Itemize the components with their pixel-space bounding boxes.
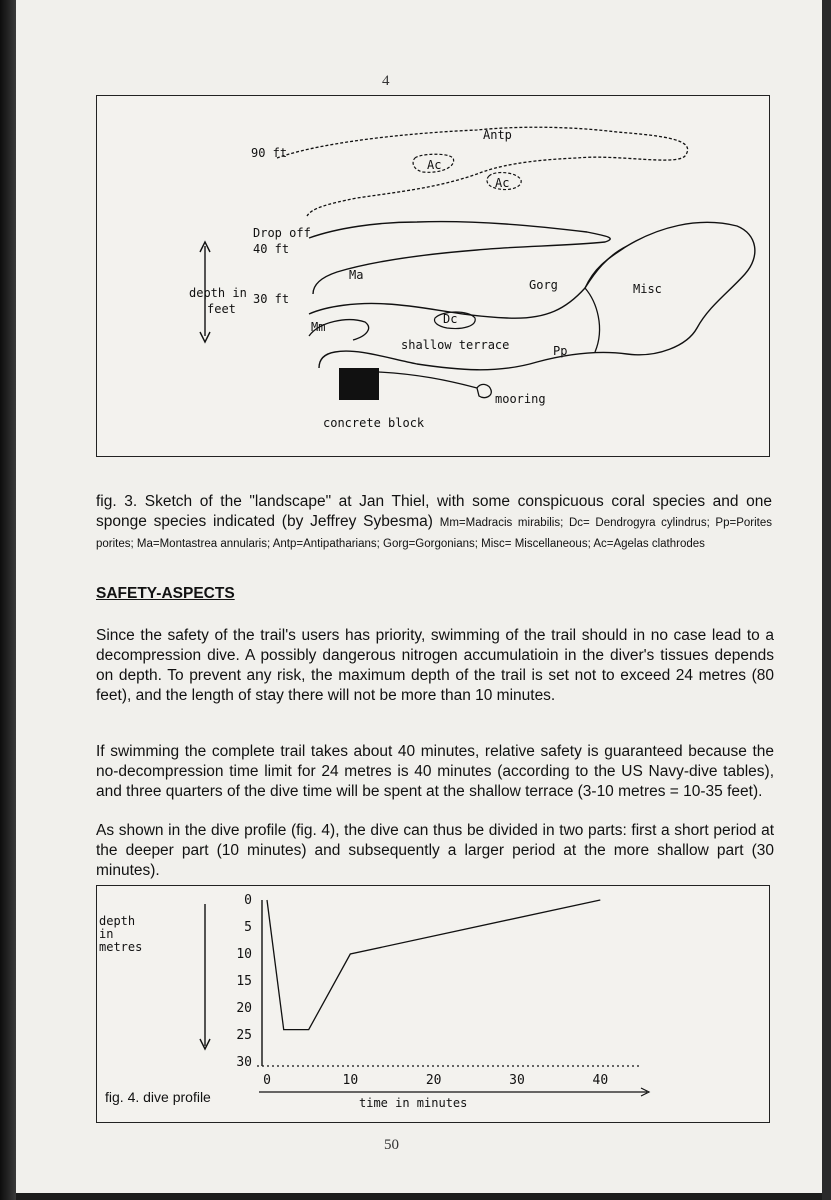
page-edge: [822, 0, 831, 1200]
y-label-in: in: [99, 927, 114, 941]
label-ma: Ma: [349, 268, 364, 282]
label-gorg: Gorg: [529, 278, 558, 292]
x-tick-label: 40: [592, 1073, 609, 1088]
label-90ft: 90 ft: [251, 146, 288, 160]
x-axis-title: time in minutes: [359, 1096, 468, 1110]
figure-3-caption-main: fig. 3. Sketch of the "landscape" at Jan Thiel, with some conspicuous coral species and one sponge species indicated (by Jeffrey Sybesma): [96, 493, 772, 530]
drop-off-outline: [309, 222, 610, 294]
x-tick-label: 20: [425, 1073, 442, 1088]
figure-4-dive-profile: [96, 885, 770, 1123]
label-40ft: 40 ft: [253, 242, 290, 256]
y-label-depth: depth: [99, 914, 136, 928]
label-antp: Antp: [483, 128, 512, 142]
label-shallow-terrace: shallow terrace: [401, 338, 510, 352]
top-page-number: 4: [382, 73, 390, 89]
y-tick-label: 25: [236, 1028, 252, 1043]
label-dc: Dc: [443, 312, 458, 326]
dive-profile-line: [267, 900, 600, 1030]
figure-3-caption: [96, 492, 772, 554]
figure-4-caption: fig. 4. dive profile: [105, 1089, 211, 1105]
label-pp: Pp: [553, 344, 568, 358]
y-label-metres: metres: [99, 940, 143, 954]
y-tick-label: 30: [236, 1055, 252, 1070]
section-heading: SAFETY-ASPECTS: [96, 585, 235, 602]
label-depth-in: depth in: [189, 286, 247, 300]
label-ac-1: Ac: [427, 158, 442, 172]
label-drop-off: Drop off: [253, 226, 311, 240]
label-ac-2: Ac: [495, 176, 510, 190]
figure-3-caption-legend: Mm=Madracis mirabilis; Dc= Dendrogyra cylindrus; Pp=Porites porites; Ma=Montastrea annularis; Antp=Antipatharians; Gorg=Gorgonians; Misc= Miscellaneous; Ac=Agelas clathrodes: [96, 517, 773, 550]
label-mooring: mooring: [495, 392, 546, 406]
paragraph-1: Since the safety of the trail's users has priority, swimming of the trail should in no case lead to a decompression dive. A possibly dangerous nitrogen accumulatioin in the diver's tissues depends on depth. To prevent any risk, the maximum depth of the trail is set not to exceed 24 metres (80 feet), and the length of stay there will not be more than 10 minutes.: [96, 627, 774, 704]
y-tick-label: 20: [236, 1001, 252, 1016]
paragraph-3: As shown in the dive profile (fig. 4), the dive can thus be divided in two parts: first a short period at the deeper part (10 minutes) and subsequently a larger period at the more shallow part (30 minutes).: [96, 822, 774, 879]
y-tick-label: 5: [244, 920, 252, 935]
y-tick-label: 0: [244, 893, 252, 908]
mooring-line: [379, 372, 477, 388]
label-30ft: 30 ft: [253, 292, 290, 306]
paragraph-2: If swimming the complete trail takes about 40 minutes, relative safety is guaranteed because the no-decompression time limit for 24 metres is 40 minutes (according to the US Navy-dive tables), and three quarters of the dive time will be spent at the shallow terrace (3-10 metres = 10-35 feet).: [96, 743, 774, 800]
x-tick-label: 10: [342, 1073, 359, 1088]
shallow-terrace-outline: [309, 222, 755, 369]
x-tick-label: 0: [263, 1073, 271, 1088]
label-misc: Misc: [633, 282, 662, 296]
concrete-block: [339, 368, 379, 400]
x-tick-label: 30: [509, 1073, 525, 1088]
y-tick-label: 15: [236, 974, 252, 989]
misc-divider: [585, 246, 627, 288]
label-feet: feet: [207, 302, 236, 316]
reef-sketch-drawing: [97, 96, 771, 458]
bottom-page-number: 50: [384, 1137, 399, 1153]
figure-3-sketch: [96, 95, 770, 457]
label-concrete-block: concrete block: [323, 416, 425, 430]
mooring-buoy: [477, 384, 491, 397]
book-spine: [0, 0, 16, 1200]
gorg-divider: [585, 288, 600, 352]
label-mm: Mm: [311, 320, 326, 334]
y-tick-label: 10: [236, 947, 252, 962]
